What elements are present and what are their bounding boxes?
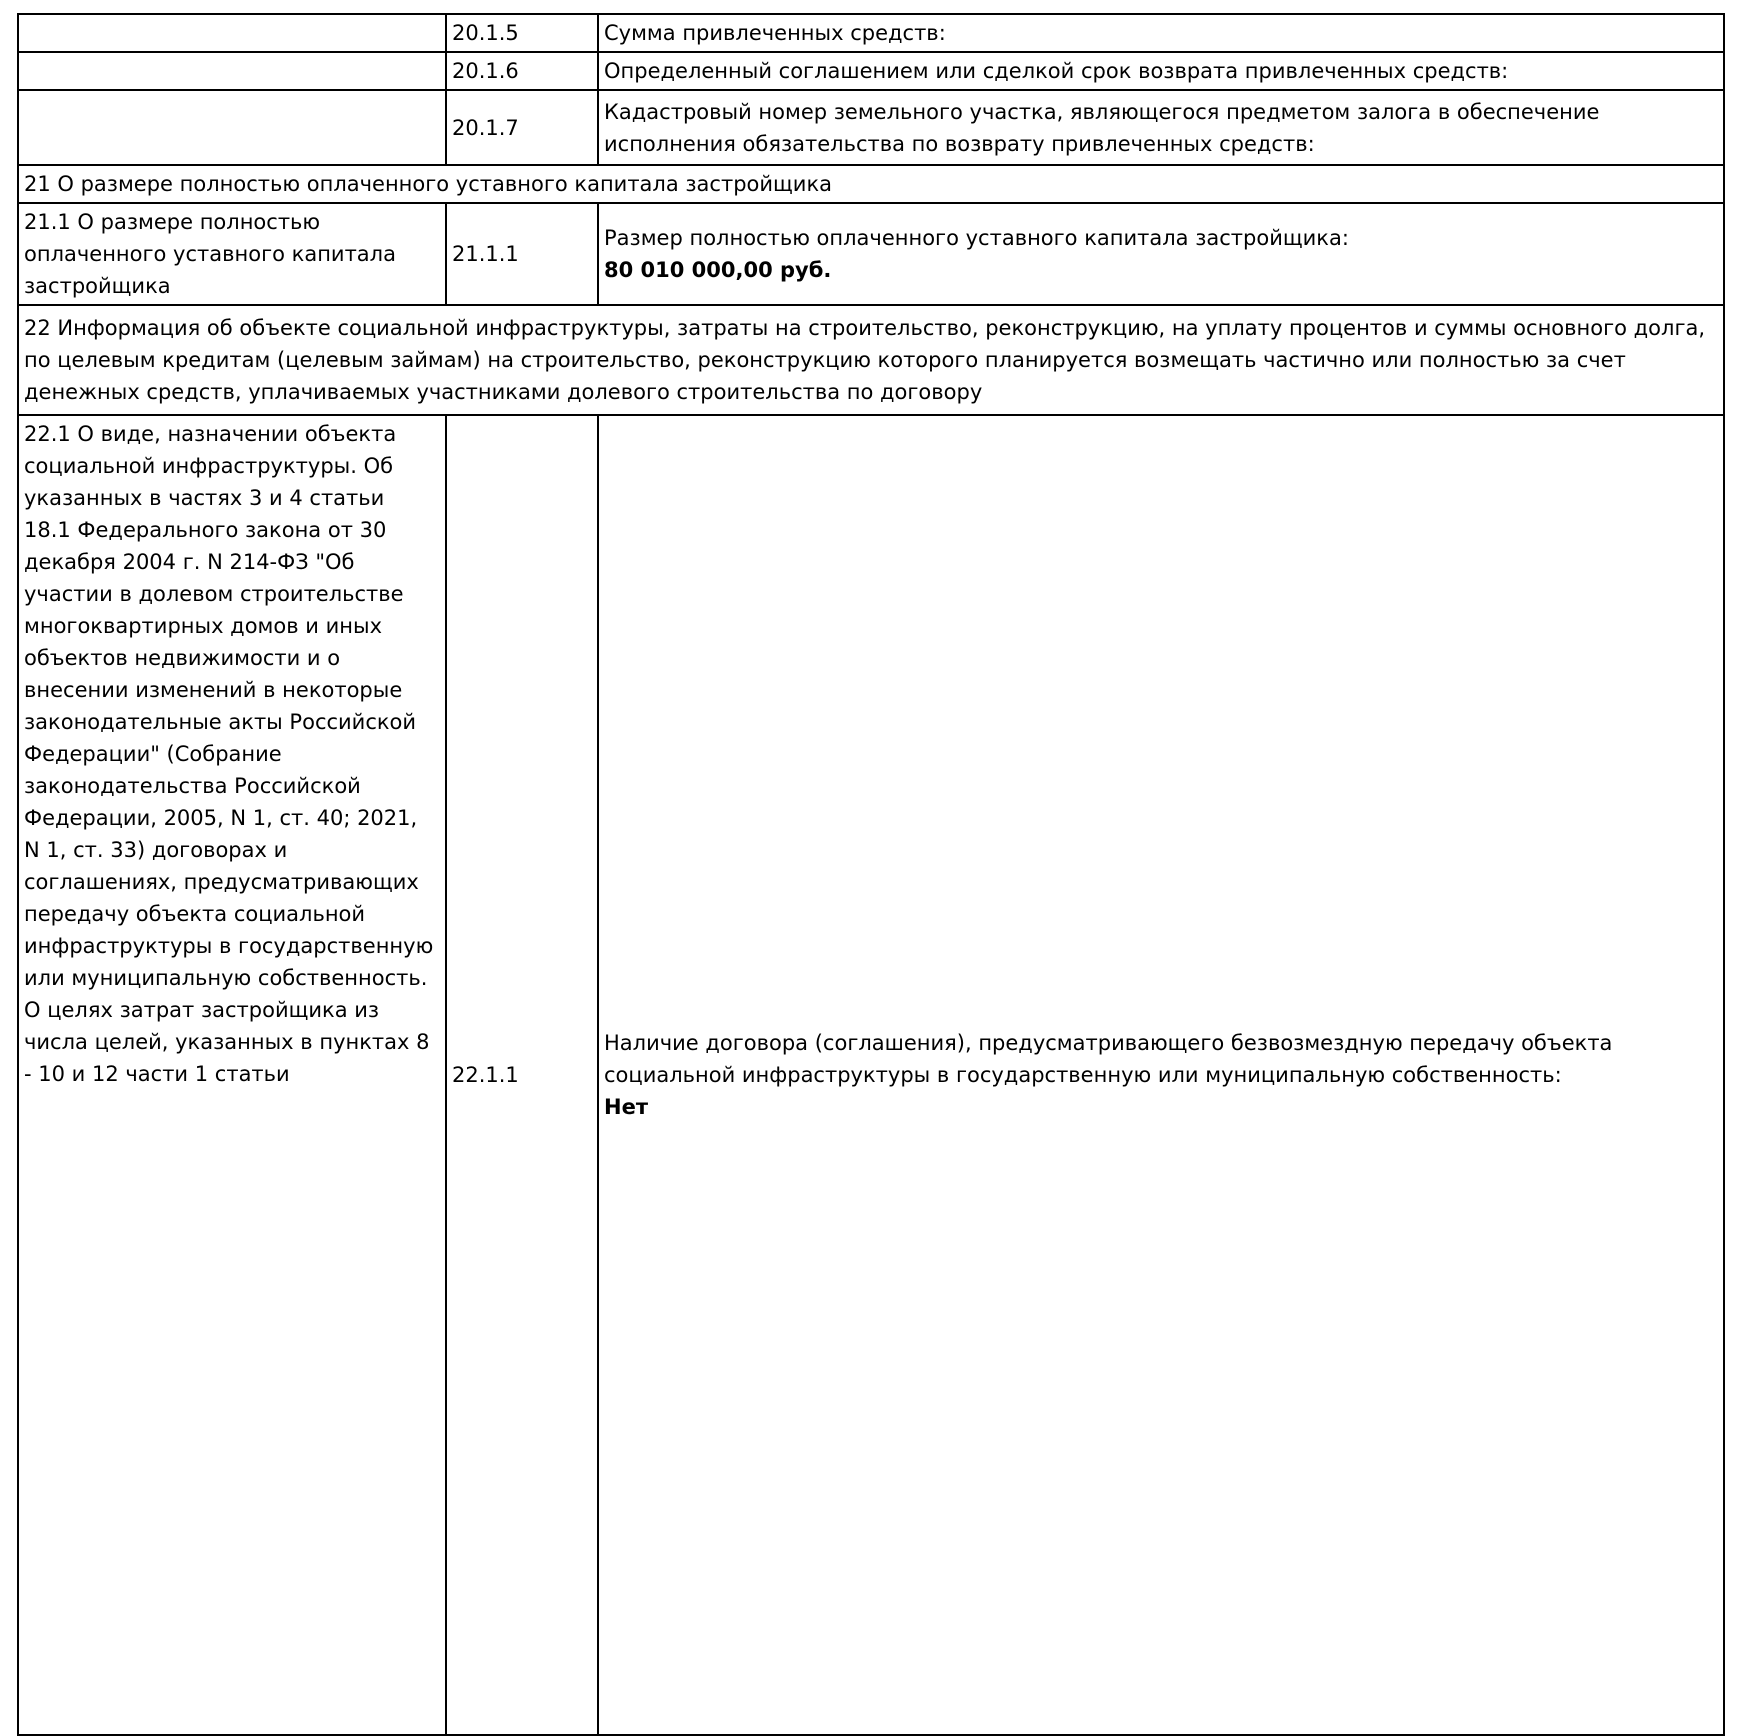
table-row (18, 52, 1724, 90)
row-number-cell: 20.1.5 (446, 14, 598, 52)
table-row (18, 90, 1724, 165)
row-content-cell (598, 203, 1724, 305)
field-label: Наличие договора (соглашения), предусматривающего безвозмездную передачу объекта социальной инфраструктуры в государственную или муниципальную собственность: (604, 1031, 1613, 1087)
field-value: Нет (604, 1095, 648, 1119)
row-content-cell: Сумма привлеченных средств: (598, 14, 1724, 52)
table-row (18, 14, 1724, 52)
row-label-cell: 21.1 О размере полностью оплаченного уставного капитала застройщика (18, 203, 446, 305)
section-header-row (18, 165, 1724, 203)
row-number-cell: 22.1.1 (446, 415, 598, 1735)
row-label-cell (18, 14, 446, 52)
row-label-cell (18, 90, 446, 165)
row-label-cell (18, 52, 446, 90)
row-number-cell: 20.1.6 (446, 52, 598, 90)
field-label: Размер полностью оплаченного уставного капитала застройщика: (604, 226, 1349, 250)
section-header-cell: 21 О размере полностью оплаченного уставного капитала застройщика (18, 165, 1724, 203)
section-header-row (18, 305, 1724, 415)
field-value: 80 010 000,00 руб. (604, 258, 832, 282)
table-row (18, 203, 1724, 305)
section-header-cell: 22 Информация об объекте социальной инфраструктуры, затраты на строительство, реконструкцию, на уплату процентов и суммы основного долга, по целевым кредитам (целевым займам) на строительство, реконструкцию которого планируется возмещать частично или полностью за счет денежных средств, уплачиваемых участниками долевого строительства по договору (18, 305, 1724, 415)
row-label-cell: 22.1 О виде, назначении объекта социальной инфраструктуры. Об указанных в частях 3 и 4 статьи 18.1 Федерального закона от 30 декабря 2004 г. N 214-ФЗ "Об участии в долевом строительстве многоквартирных домов и иных объектов недвижимости и о внесении изменений в некоторые законодательные акты Российской Федерации" (Собрание законодательства Российской Федерации, 2005, N 1, ст. 40; 2021, N 1, ст. 33) договорах и соглашениях, предусматривающих передачу объекта социальной инфраструктуры в государственную или муниципальную собственность. О целях затрат застройщика из числа целей, указанных в пунктах 8 - 10 и 12 части 1 статьи (18, 415, 446, 1735)
row-content-cell: Определенный соглашением или сделкой срок возврата привлеченных средств: (598, 52, 1724, 90)
row-content-cell (598, 415, 1724, 1735)
row-number-cell: 21.1.1 (446, 203, 598, 305)
row-number-cell: 20.1.7 (446, 90, 598, 165)
declaration-table (17, 13, 1725, 1736)
row-content-cell: Кадастровый номер земельного участка, являющегося предметом залога в обеспечение исполнения обязательства по возврату привлеченных средств: (598, 90, 1724, 165)
table-row (18, 415, 1724, 1735)
